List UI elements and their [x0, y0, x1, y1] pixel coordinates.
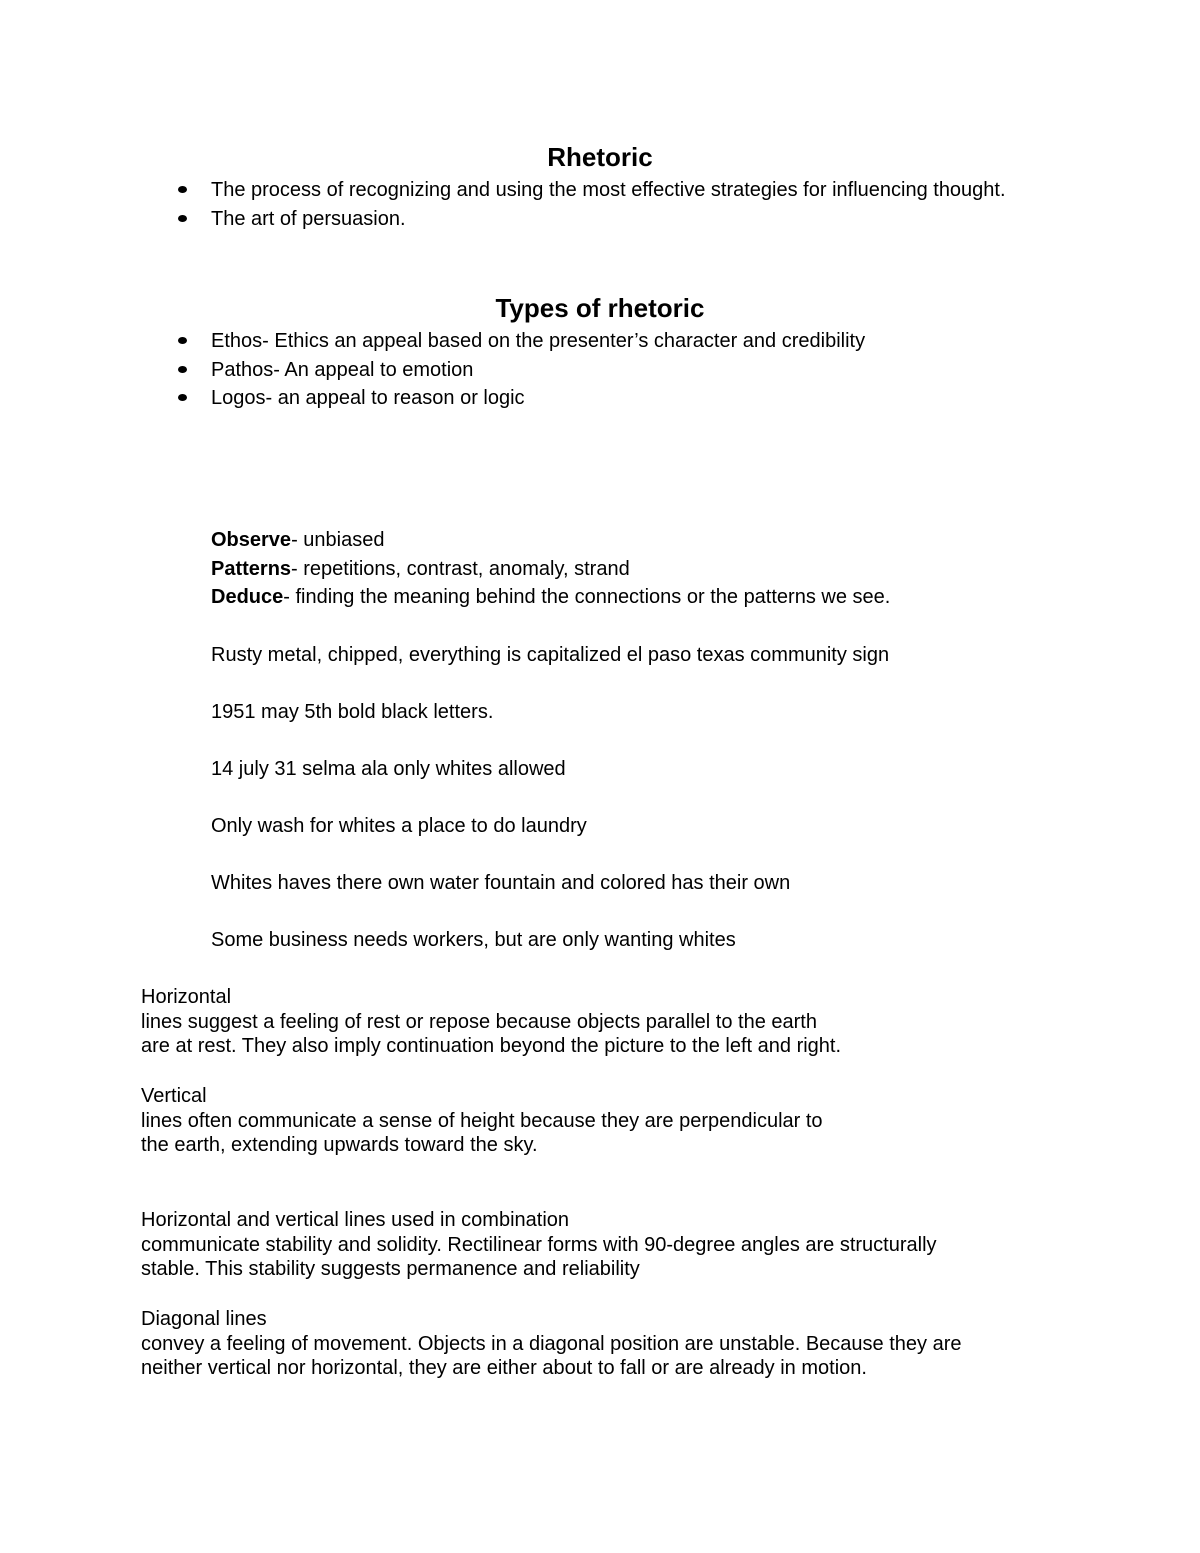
- section-text: communicate stability and solidity. Rectilinear forms with 90-degree angles are structurally: [141, 1233, 937, 1256]
- note-line: Rusty metal, chipped, everything is capitalized el paso texas community sign: [211, 644, 890, 666]
- list-item: Logos- an appeal to reason or logic: [211, 384, 1031, 413]
- section-title: Diagonal lines: [141, 1308, 267, 1330]
- bullet-icon: [178, 366, 187, 373]
- bullet-icon: [178, 337, 187, 344]
- types-of-rhetoric-list: [211, 327, 1031, 413]
- heading-types-of-rhetoric: Types of rhetoric: [495, 293, 705, 323]
- list-item: Pathos- An appeal to emotion: [211, 356, 1031, 385]
- section-horizontal: [141, 985, 841, 1059]
- bullet-icon: [178, 186, 187, 193]
- section-text: the earth, extending upwards toward the sky.: [141, 1134, 538, 1156]
- list-item: Ethos- Ethics an appeal based on the presenter’s character and credibility: [211, 327, 1031, 356]
- section-text: stable. This stability suggests permanence and reliability: [141, 1258, 640, 1280]
- term-deduce: Deduce- finding the meaning behind the connections or the patterns we see.: [211, 586, 891, 608]
- list-item: The art of persuasion.: [211, 205, 1031, 234]
- section-text: convey a feeling of movement. Objects in a diagonal position are unstable. Because they are: [141, 1332, 962, 1355]
- section-vertical: [141, 1084, 823, 1158]
- section-text: neither vertical nor horizontal, they are either about to fall or are already in motion.: [141, 1357, 867, 1379]
- rhetoric-definition-list: [211, 176, 1031, 233]
- section-text: lines often communicate a sense of height because they are perpendicular to: [141, 1109, 823, 1132]
- section-combination: [141, 1208, 937, 1282]
- heading-rhetoric: Rhetoric: [547, 142, 653, 172]
- section-diagonal: [141, 1307, 962, 1381]
- note-line: Only wash for whites a place to do laundry: [211, 815, 587, 837]
- bullet-icon: [178, 215, 187, 222]
- section-title: Vertical: [141, 1085, 207, 1107]
- section-text: are at rest. They also imply continuation beyond the picture to the left and right.: [141, 1035, 842, 1057]
- note-line: 14 july 31 selma ala only whites allowed: [211, 758, 566, 780]
- note-line: 1951 may 5th bold black letters.: [211, 701, 494, 723]
- list-item: The process of recognizing and using the most effective strategies for influencing thought.: [211, 176, 1031, 205]
- section-title: Horizontal: [141, 986, 232, 1008]
- term-patterns: Patterns- repetitions, contrast, anomaly, strand: [211, 558, 630, 580]
- section-text: lines suggest a feeling of rest or repose because objects parallel to the earth: [141, 1010, 817, 1033]
- section-title: Horizontal and vertical lines used in combination: [141, 1209, 570, 1231]
- bullet-icon: [178, 394, 187, 401]
- note-line: Some business needs workers, but are only wanting whites: [211, 929, 736, 951]
- term-observe: Observe- unbiased: [211, 529, 385, 551]
- note-line: Whites haves there own water fountain and colored has their own: [211, 872, 791, 894]
